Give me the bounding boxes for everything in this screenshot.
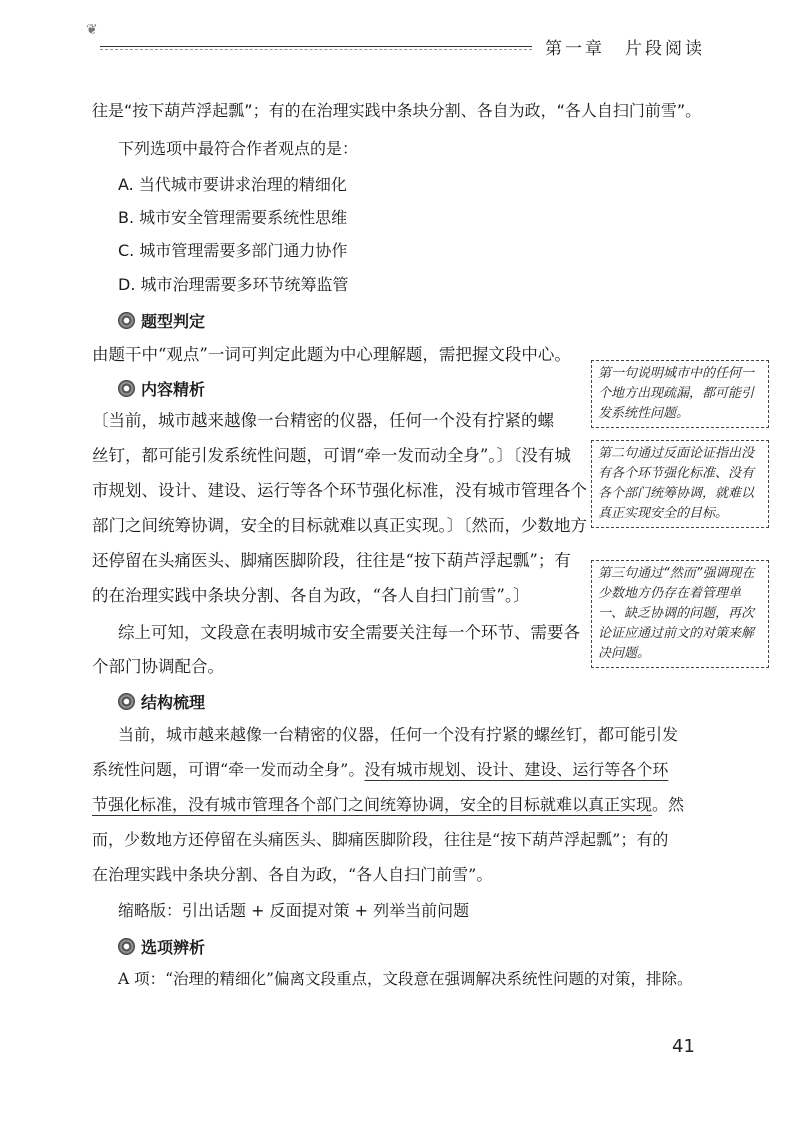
page-number: 41 (672, 1036, 695, 1057)
structure-line: 当前，城市越来越像一台精密的仪器，任何一个没有拧紧的螺丝钉，都可能引发 (118, 725, 679, 744)
underlined-core: 没有城市规划、设计、建设、运行等各个环 (364, 760, 669, 779)
section-content-heading (118, 377, 205, 400)
structure-line: 而，少数地方还停留在头痛医头、脚痛医脚阶段，往往是“按下葫芦浮起瓢”；有的 (92, 830, 669, 849)
option-d: D. 城市治理需要多环节统筹监管 (118, 275, 349, 294)
option-a-analysis: A 项：“治理的精细化”偏离文段重点，文段意在强调解决系统性问题的对策，排除。 (118, 970, 693, 988)
option-b: B. 城市安全管理需要系统性思维 (118, 208, 348, 227)
header-ornament: ❦ (86, 22, 98, 38)
content-line: 市规划、设计、建设、运行等各个环节强化标准，没有城市管理各个 (92, 481, 587, 500)
header-rule-dashed (100, 49, 532, 50)
structure-line (92, 759, 668, 781)
section-bullet-icon (118, 938, 135, 955)
option-a: A. 当代城市要讲求治理的精细化 (118, 175, 347, 194)
section-bullet-icon (118, 693, 135, 710)
section-type-label: 题型判定 (141, 312, 206, 331)
margin-note-1: 第一句说明城市中的任何一个地方出现疏漏，都可能引发系统性问题。 (591, 360, 769, 428)
type-text: 由题干中“观点”一词可判定此题为中心理解题，需把握文段中心。 (92, 345, 571, 364)
section-structure-label: 结构梳理 (141, 693, 206, 712)
conclusion-line: 综上可知，文段意在表明城市安全需要关注每一个环节、需要各 (118, 623, 580, 642)
section-bullet-icon (118, 380, 135, 397)
section-type-heading (118, 309, 205, 332)
chapter-title: 第一章 片段阅读 (545, 39, 705, 59)
section-options-heading (118, 935, 205, 958)
option-c: C. 城市管理需要多部门通力协作 (118, 241, 348, 260)
margin-note-3: 第三句通过“然而”强调现在少数地方仍存在着管理单一、缺乏协调的问题，再次论证应通过前文的对策来解决问题。 (591, 560, 769, 668)
content-line: 还停留在头痛医头、脚痛医脚阶段，往往是“按下葫芦浮起瓢”；有 (92, 551, 571, 570)
section-content-label: 内容精析 (141, 380, 206, 399)
structure-line-part: 。然 (652, 795, 685, 814)
underlined-core: 节强化标准，没有城市管理各个部门之间统筹协调，安全的目标就难以真正实现 (92, 795, 653, 814)
structure-line (92, 794, 684, 816)
content-line: 部门之间统筹协调，安全的目标就难以真正实现。〕〔然而，少数地方 (92, 516, 587, 535)
structure-line: 在治理实践中条块分割、各自为政，“各人自扫门前雪”。 (92, 865, 493, 884)
question-stem: 下列选项中最符合作者观点的是： (118, 139, 359, 158)
section-options-label: 选项辨析 (141, 938, 206, 957)
content-line: 〔当前，城市越来越像一台精密的仪器，任何一个没有拧紧的螺 (92, 411, 554, 430)
content-line: 丝钉，都可能引发系统性问题，可谓“牵一发而动全身”。〕〔没有城 (92, 446, 571, 465)
summary: 缩略版：引出话题 + 反面提对策 + 列举当前问题 (118, 901, 470, 920)
margin-note-2: 第二句通过反面论证指出没有各个环节强化标准、没有各个部门统筹协调，就难以真正实现安全的目标。 (591, 440, 769, 528)
content-line: 的在治理实践中条块分割、各自为政，“各人自扫门前雪”。〕 (92, 586, 530, 605)
section-bullet-icon (118, 312, 135, 329)
header-rule (100, 46, 532, 47)
passage-tail: 往是“按下葫芦浮起瓢”；有的在治理实践中条块分割、各自为政，“各人自扫门前雪”。 (92, 101, 702, 120)
section-structure-heading (118, 690, 205, 713)
structure-line-part: 系统性问题，可谓“牵一发而动全身”。 (92, 760, 365, 779)
conclusion-line: 个部门协调配合。 (92, 657, 224, 676)
